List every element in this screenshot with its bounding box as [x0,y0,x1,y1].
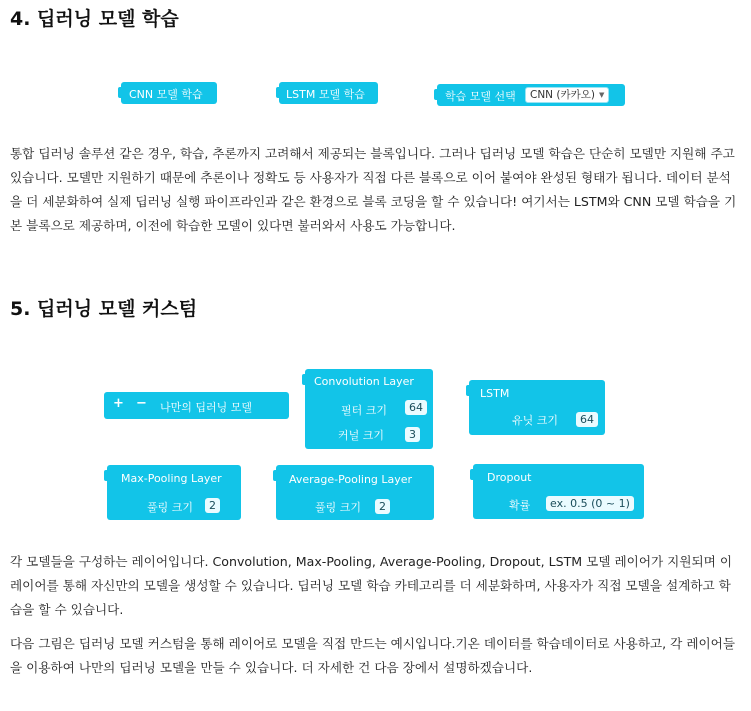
maxpool-size-input[interactable]: 2 [205,498,220,513]
maxpool-layer-block[interactable] [107,465,241,520]
cnn-train-label: CNN 모델 학습 [129,88,203,101]
unit-size-input[interactable]: 64 [576,412,598,427]
model-select-value: CNN (카카오) [530,89,595,101]
minus-icon[interactable]: − [136,396,147,411]
lstm-train-block[interactable] [279,82,378,104]
section5-paragraph-1: 각 모델들을 구성하는 레이어입니다. Convolution, Max-Pooling, Average-Pooling, Dropout, LSTM 모델 레이어가 지원되며 이 레이어를 통해 자신만의 모델을 생성할 수 있습니다. 딥러닝 모델 학습 카테고리를 더 세분화하며, 사용자가 직접 모델을 설계하고 학습을 할 수 있습니다. [10,554,732,617]
lstm-train-label: LSTM 모델 학습 [286,88,365,101]
dropdown-arrow-icon: ▼ [599,91,605,99]
avgpool-label: 풀링 크기 [315,501,362,514]
section4-paragraph: 통합 딥러닝 솔루션 같은 경우, 학습, 추론까지 고려해서 제공되는 블록입니다. 그러나 딥러닝 모델 학습은 단순히 모델만 지원해 주고 있습니다. 모델만 지원하기 때문에 추론이나 정확도 등 사용자가 직접 다른 블록으로 이어 붙여야 완성된 형태가 됩니다. 데이터 분석을 더 세분화하여 실제 딥러닝 실행 파이프라인과 같은 환경으로 블록 코딩을 할 수 있습니다! 여기서는 LSTM와 CNN 모델 학습을 기본 블록으로 제공하며, 이전에 학습한 모델이 있다면 불러와서 사용도 가능합니다. [10,146,737,233]
lstm-title: LSTM [480,387,510,400]
dropout-label: 확률 [509,499,531,512]
conv-title: Convolution Layer [314,375,414,388]
avgpool-layer-block[interactable] [276,465,434,520]
avgpool-size-input[interactable]: 2 [375,499,390,514]
dropout-title: Dropout [487,471,532,484]
maxpool-label: 풀링 크기 [147,501,194,514]
my-model-label: 나만의 딥러닝 모델 [160,401,253,414]
model-select-block[interactable] [437,84,625,106]
cnn-train-block[interactable] [121,82,217,104]
avgpool-title: Average-Pooling Layer [289,473,413,486]
section5-heading: 5. 딥러닝 모델 커스텀 [10,298,198,320]
section5-paragraph-2: 다음 그림은 딥러닝 모델 커스텀을 통해 레이어로 모델을 직접 만드는 예시입니다.기온 데이터를 학습데이터로 사용하고, 각 레이어들을 이용하여 나만의 딥러닝 모델을 만들 수 있습니다. 더 자세한 건 다음 장에서 설명하겠습니다. [10,636,735,675]
model-select-label: 학습 모델 선택 [445,90,516,103]
kernel-label: 커널 크기 [338,429,385,442]
my-model-block[interactable] [104,392,289,419]
maxpool-title: Max-Pooling Layer [121,472,222,485]
plus-icon[interactable]: + [113,396,124,411]
kernel-size-input[interactable]: 3 [405,427,420,442]
section4-heading: 4. 딥러닝 모델 학습 [10,8,179,30]
filter-label: 필터 크기 [341,404,388,417]
unit-label: 유닛 크기 [512,414,559,427]
model-select-dropdown[interactable] [525,87,609,103]
dropout-layer-block[interactable] [473,464,644,519]
conv-layer-block[interactable] [305,369,433,449]
lstm-layer-block[interactable] [469,380,605,435]
filter-size-input[interactable]: 64 [405,400,427,415]
dropout-rate-input[interactable]: ex. 0.5 (0 ~ 1) [546,496,634,511]
